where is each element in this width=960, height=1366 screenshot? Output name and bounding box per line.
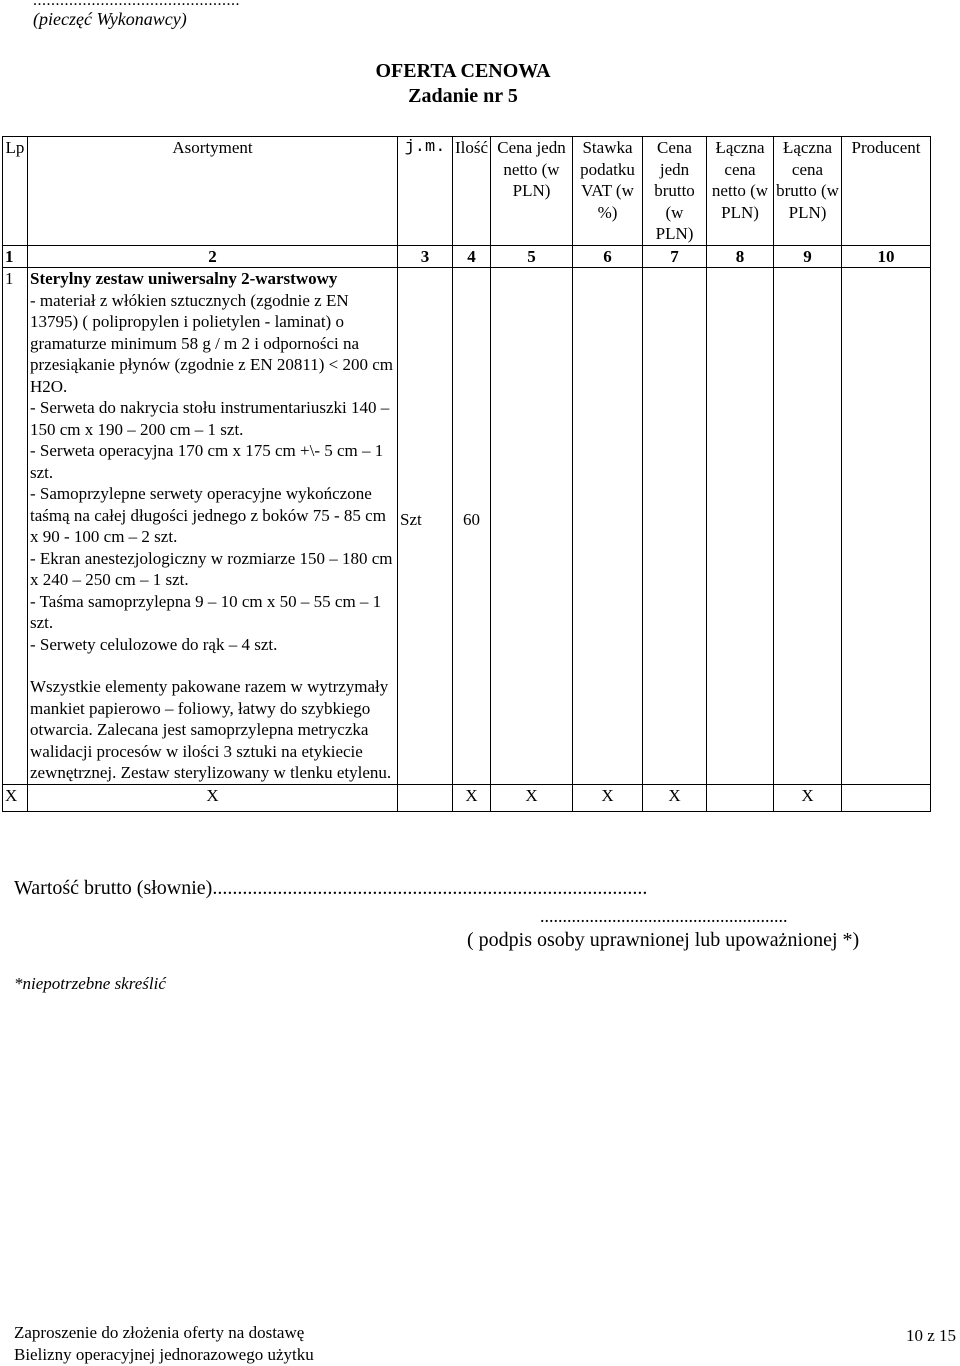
column-number: 8 xyxy=(707,245,774,268)
x-cell xyxy=(707,784,774,811)
item-title: Sterylny zestaw uniwersalny 2-warstwowy xyxy=(30,269,338,288)
column-number: 6 xyxy=(573,245,643,268)
item-line: - Samoprzylepne serwety operacyjne wykończone taśmą na całej długości jednego z boków 75 - 85 cm x 90 - 100 cm – 2 szt. xyxy=(30,484,386,546)
item-line: - Serwety celulozowe do rąk – 4 szt. xyxy=(30,634,278,654)
row-unit: Szt xyxy=(398,268,453,785)
document-title: OFERTA CENOWA xyxy=(375,60,551,82)
document-title-block xyxy=(0,59,926,109)
column-number-row xyxy=(3,245,931,268)
column-number: 5 xyxy=(491,245,573,268)
footnote: *niepotrzebne skreślić xyxy=(14,974,166,993)
header-total-net: Łączna cena netto (w PLN) xyxy=(707,137,774,246)
x-cell: X xyxy=(643,784,707,811)
row-lp: 1 xyxy=(3,268,28,785)
cell-empty xyxy=(573,268,643,785)
table-header-row xyxy=(3,137,931,246)
header-assortment: Asortyment xyxy=(28,137,398,246)
cell-empty xyxy=(491,268,573,785)
stamp-label: (pieczęć Wykonawcy) xyxy=(33,9,187,29)
item-line: - Ekran anestezjologiczny w rozmiarze 150 – 180 cm x 240 – 250 cm – 1 szt. xyxy=(30,548,393,589)
x-cell: X xyxy=(573,784,643,811)
header-vat-rate: Stawka podatku VAT (w %) xyxy=(573,137,643,246)
row-description xyxy=(28,268,398,785)
x-cell: X xyxy=(3,784,28,811)
column-number: 1 xyxy=(3,245,28,268)
header-lp: Lp xyxy=(3,137,28,246)
column-number: 7 xyxy=(643,245,707,268)
column-number: 9 xyxy=(774,245,842,268)
signature-label: ( podpis osoby uprawnionej lub upoważnionej *) xyxy=(467,929,860,951)
stamp-dots: .............................................. xyxy=(33,0,240,9)
page-number: 10 z 15 xyxy=(906,1326,957,1345)
x-row xyxy=(3,784,931,811)
header-producer: Producent xyxy=(842,137,931,246)
x-cell xyxy=(398,784,453,811)
row-quantity: 60 xyxy=(453,268,491,785)
header-total-gross: Łączna cena brutto (w PLN) xyxy=(774,137,842,246)
item-line: - materiał z włókien sztucznych (zgodnie z EN 13795) ( polipropylen i polietylen - laminat) o gramaturze minimum 58 g / m 2 i odporności na przesiąkanie płynów (zgodnie z EN 20811) < 200 cm H2O. xyxy=(30,290,394,396)
cell-empty xyxy=(643,268,707,785)
x-cell: X xyxy=(774,784,842,811)
column-number: 10 xyxy=(842,245,931,268)
packaging-note: Wszystkie elementy pakowane razem w wytrzymały mankiet papierowo – foliowy, łatwy do szybkiego otwarcia. Zalecana jest samoprzylepna metryczka walidacji procesów w ilości 3 sztuki na etykiecie zewnętrznej. Zestaw sterylizowany w tlenku etylenu. xyxy=(30,677,392,782)
header-unit: j.m. xyxy=(398,137,453,246)
x-cell xyxy=(842,784,931,811)
page-footer-text xyxy=(14,1322,314,1366)
item-line: - Serweta operacyjna 170 cm x 175 cm +\- 5 cm – 1 szt. xyxy=(30,441,384,482)
header-unit-gross-price: Cena jedn brutto (w PLN) xyxy=(643,137,707,246)
spacer xyxy=(30,655,395,676)
offer-table xyxy=(2,136,931,812)
document-subtitle: Zadanie nr 5 xyxy=(408,85,518,107)
cell-empty xyxy=(774,268,842,785)
cell-empty xyxy=(842,268,931,785)
header-quantity: Ilość xyxy=(453,137,491,246)
item-line: - Serweta do nakrycia stołu instrumentariuszki 140 – 150 cm x 190 – 200 cm – 1 szt. xyxy=(30,398,390,439)
signature-dots: ....................................................... xyxy=(540,906,788,926)
header-unit-net-price: Cena jedn netto (w PLN) xyxy=(491,137,573,246)
column-number: 3 xyxy=(398,245,453,268)
x-cell: X xyxy=(453,784,491,811)
column-number: 4 xyxy=(453,245,491,268)
column-number: 2 xyxy=(28,245,398,268)
item-line: - Taśma samoprzylepna 9 – 10 cm x 50 – 55 cm – 1 szt. xyxy=(30,591,382,632)
gross-value-words: Wartość brutto (słownie)....................................................................................... xyxy=(14,877,648,899)
x-cell: X xyxy=(491,784,573,811)
x-cell: X xyxy=(28,784,398,811)
cell-empty xyxy=(707,268,774,785)
footer-line: Zaproszenie do złożenia oferty na dostawę xyxy=(14,1323,305,1342)
table-row xyxy=(3,268,931,785)
footer-line: Bielizny operacyjnej jednorazowego użytku xyxy=(14,1345,314,1364)
